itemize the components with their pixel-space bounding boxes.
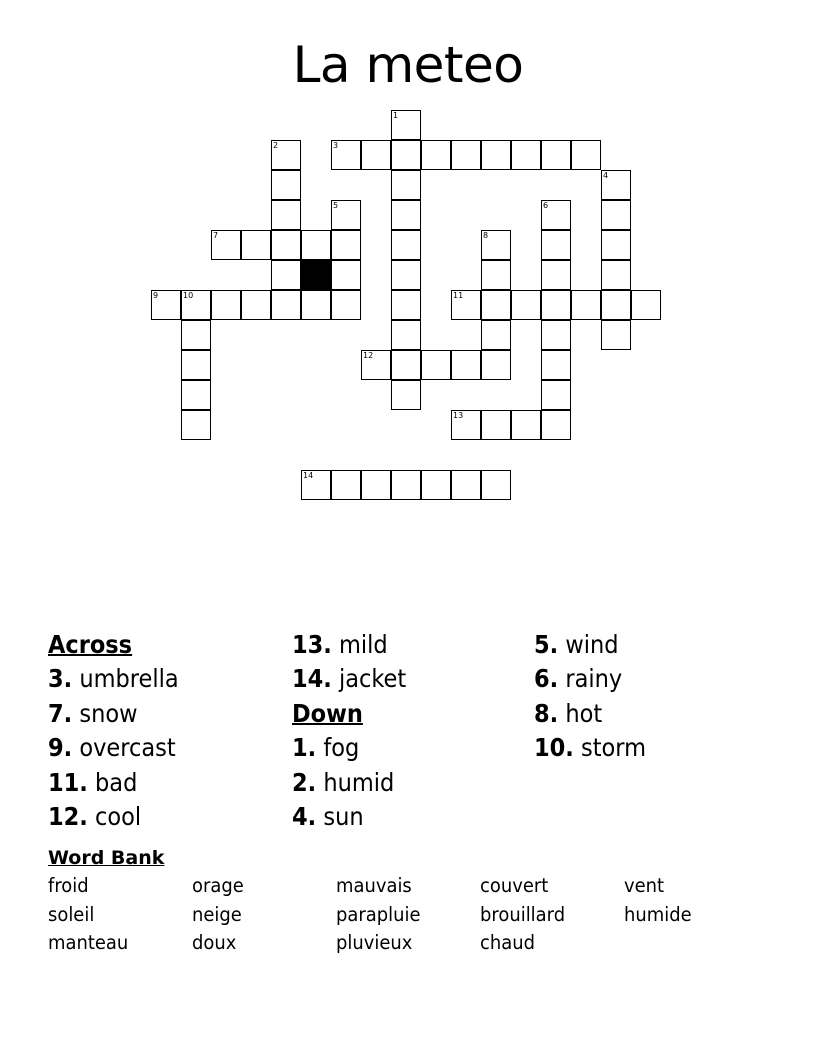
grid-cell[interactable] — [541, 380, 571, 410]
grid-cell[interactable] — [391, 470, 421, 500]
grid-cell[interactable] — [361, 470, 391, 500]
grid-cell[interactable] — [391, 290, 421, 320]
clue-number: 9 — [153, 291, 159, 300]
grid-cell[interactable] — [391, 170, 421, 200]
clue-down-6: 6. rainy — [534, 664, 623, 694]
clue-down-5: 5. wind — [534, 630, 619, 659]
grid-cell[interactable] — [541, 140, 571, 170]
clue-across-13: 13. mild — [292, 630, 388, 659]
grid-cell[interactable] — [541, 200, 571, 230]
grid-cell[interactable] — [511, 290, 541, 320]
clue-down-8: 8. hot — [534, 698, 603, 728]
clue-across-12: 12. cool — [48, 801, 142, 831]
grid-cell[interactable] — [601, 230, 631, 260]
clue-number: 12 — [363, 351, 374, 360]
grid-cell[interactable] — [571, 290, 601, 320]
grid-cell[interactable] — [271, 140, 301, 170]
grid-cell[interactable] — [271, 290, 301, 320]
grid-cell[interactable] — [331, 470, 361, 500]
grid-cell[interactable] — [211, 290, 241, 320]
word-bank-item: humide — [624, 902, 692, 926]
grid-cell[interactable] — [481, 290, 511, 320]
black-cell — [301, 260, 331, 290]
clue-number: 2 — [273, 141, 279, 150]
grid-cell[interactable] — [181, 410, 211, 440]
grid-cell[interactable] — [211, 230, 241, 260]
clues-column-1 — [48, 628, 179, 834]
word-bank-title: Word Bank — [48, 847, 165, 869]
grid-cell[interactable] — [451, 140, 481, 170]
grid-cell[interactable] — [511, 410, 541, 440]
word-bank-item: vent — [624, 874, 665, 897]
word-bank-item: doux — [192, 931, 237, 955]
grid-cell[interactable] — [181, 320, 211, 350]
grid-cell[interactable] — [541, 230, 571, 260]
grid-cell[interactable] — [331, 140, 361, 170]
grid-cell[interactable] — [421, 350, 451, 380]
clue-number: 10 — [183, 291, 194, 300]
word-bank-item: manteau — [48, 931, 129, 955]
grid-cell[interactable] — [481, 140, 511, 170]
grid-cell[interactable] — [301, 470, 331, 500]
word-bank-item: froid — [48, 874, 89, 897]
grid-cell[interactable] — [481, 470, 511, 500]
word-bank — [48, 843, 768, 962]
grid-cell[interactable] — [391, 260, 421, 290]
grid-cell[interactable] — [361, 140, 391, 170]
grid-cell[interactable] — [541, 350, 571, 380]
clue-number: 5 — [333, 201, 339, 210]
grid-cell[interactable] — [421, 470, 451, 500]
grid-cell[interactable] — [481, 410, 511, 440]
grid-cell[interactable] — [391, 110, 421, 140]
clue-number: 6 — [543, 201, 549, 210]
clue-number: 4 — [603, 171, 609, 180]
grid-cell[interactable] — [391, 350, 421, 380]
grid-cell[interactable] — [181, 290, 211, 320]
grid-cell[interactable] — [361, 350, 391, 380]
grid-cell[interactable] — [151, 290, 181, 320]
clue-number: 8 — [483, 231, 489, 240]
clue-across-3: 3. umbrella — [48, 664, 179, 694]
grid-cell[interactable] — [481, 350, 511, 380]
page-title: La meteo — [292, 36, 524, 94]
clue-across-7: 7. snow — [48, 698, 138, 728]
grid-cell[interactable] — [541, 410, 571, 440]
grid-cell[interactable] — [301, 290, 331, 320]
grid-cell[interactable] — [511, 140, 541, 170]
down-heading: Down — [292, 698, 363, 728]
clue-across-9: 9. overcast — [48, 733, 176, 763]
clue-down-10: 10. storm — [534, 733, 647, 763]
grid-cell[interactable] — [451, 470, 481, 500]
word-bank-item: mauvais — [336, 874, 412, 897]
grid-cell[interactable] — [601, 260, 631, 290]
grid-cell[interactable] — [421, 140, 451, 170]
across-heading: Across — [48, 630, 133, 659]
clue-down-2: 2. humid — [292, 767, 395, 797]
word-bank-item: chaud — [480, 931, 535, 955]
grid-cell[interactable] — [481, 260, 511, 290]
grid-cell[interactable] — [571, 140, 601, 170]
grid-cell[interactable] — [271, 200, 301, 230]
word-bank-item: orage — [192, 874, 244, 897]
word-bank-list — [48, 872, 768, 962]
clue-number: 3 — [333, 141, 339, 150]
clues-column-2 — [292, 628, 406, 834]
grid-cell[interactable] — [451, 350, 481, 380]
grid-cell[interactable] — [181, 380, 211, 410]
grid-cell[interactable] — [631, 290, 661, 320]
grid-cell[interactable] — [451, 290, 481, 320]
grid-cell[interactable] — [541, 290, 571, 320]
grid-cell[interactable] — [331, 290, 361, 320]
clue-number: 7 — [213, 231, 219, 240]
clue-number: 14 — [303, 471, 314, 480]
word-bank-item: pluvieux — [336, 931, 413, 955]
grid-cell[interactable] — [241, 290, 271, 320]
grid-cell[interactable] — [391, 380, 421, 410]
grid-cell[interactable] — [391, 230, 421, 260]
clue-number: 1 — [393, 111, 399, 120]
word-bank-item: neige — [192, 902, 242, 926]
word-bank-item: soleil — [48, 902, 95, 926]
clue-number: 13 — [453, 411, 464, 420]
grid-cell[interactable] — [391, 320, 421, 350]
grid-cell[interactable] — [271, 230, 301, 260]
word-bank-item: brouillard — [480, 902, 566, 926]
clues-column-3 — [534, 628, 646, 766]
grid-cell[interactable] — [601, 200, 631, 230]
grid-cell[interactable] — [481, 320, 511, 350]
word-bank-item: couvert — [480, 874, 549, 897]
grid-cell[interactable] — [451, 410, 481, 440]
grid-cell[interactable] — [481, 230, 511, 260]
grid-cell[interactable] — [241, 230, 271, 260]
clue-across-14: 14. jacket — [292, 664, 407, 694]
grid-cell[interactable] — [331, 230, 361, 260]
grid-cell[interactable] — [271, 260, 301, 290]
grid-cell[interactable] — [391, 140, 421, 170]
clue-down-4: 4. sun — [292, 801, 364, 831]
grid-cell[interactable] — [601, 290, 631, 320]
grid-cell[interactable] — [271, 170, 301, 200]
grid-cell[interactable] — [541, 260, 571, 290]
grid-cell[interactable] — [601, 170, 631, 200]
grid-cell[interactable] — [601, 320, 631, 350]
grid-cell[interactable] — [331, 200, 361, 230]
clue-down-1: 1. fog — [292, 733, 360, 763]
grid-cell[interactable] — [391, 200, 421, 230]
word-bank-item: parapluie — [336, 902, 421, 926]
grid-cell[interactable] — [181, 350, 211, 380]
clue-across-11: 11. bad — [48, 767, 138, 797]
grid-cell[interactable] — [541, 320, 571, 350]
grid-cell[interactable] — [331, 260, 361, 290]
grid-cell[interactable] — [301, 230, 331, 260]
clue-number: 11 — [453, 291, 464, 300]
